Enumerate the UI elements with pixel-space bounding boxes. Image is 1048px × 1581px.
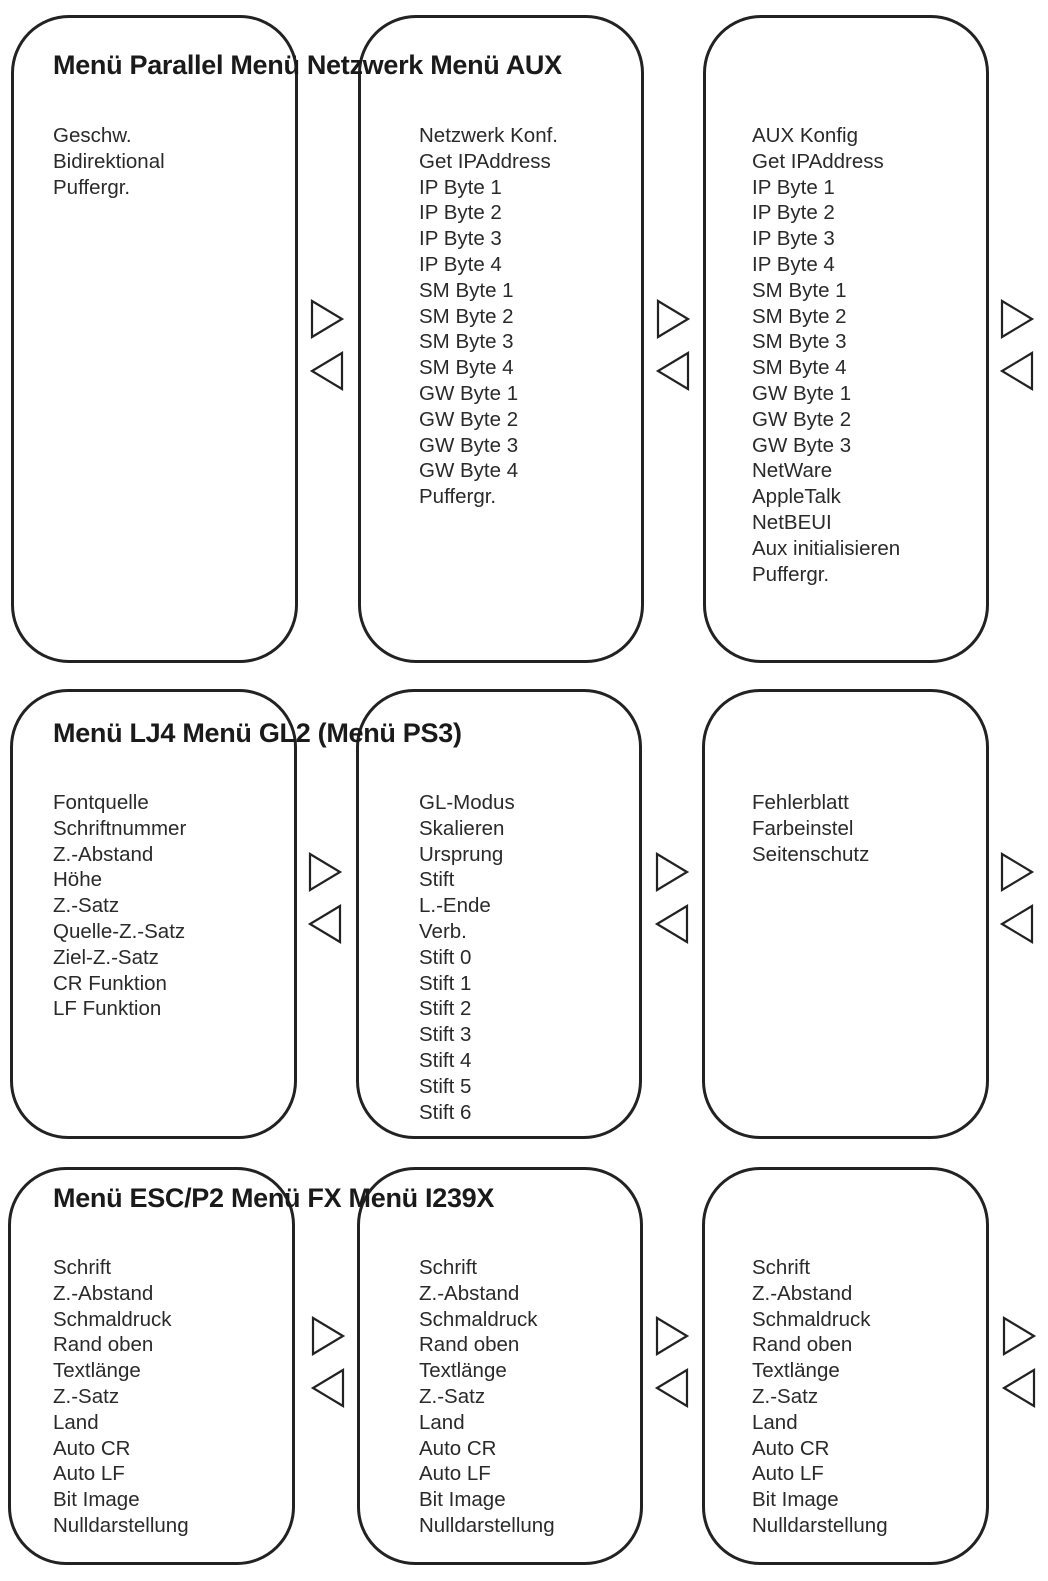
menu-item[interactable]: IP Byte 1 bbox=[752, 175, 835, 199]
menu-item[interactable]: Schriftnummer bbox=[53, 816, 187, 840]
nav-arrows-2b bbox=[654, 851, 692, 945]
triangle-right-icon[interactable] bbox=[309, 298, 345, 340]
triangle-left-icon[interactable] bbox=[1001, 1367, 1037, 1409]
menu-item[interactable]: SM Byte 2 bbox=[752, 304, 847, 328]
menu-item[interactable]: Z.-Satz bbox=[752, 1384, 819, 1408]
menu-item[interactable]: IP Byte 1 bbox=[419, 175, 502, 199]
row-title-3: Menü ESC/P2 Menü FX Menü I239X bbox=[53, 1183, 495, 1213]
menu-item[interactable]: IP Byte 3 bbox=[419, 227, 502, 251]
triangle-left-icon[interactable] bbox=[310, 1367, 346, 1409]
menu-item[interactable]: Höhe bbox=[53, 868, 103, 892]
nav-arrows-1a bbox=[309, 298, 347, 392]
menu-item[interactable]: Stift 3 bbox=[419, 1023, 472, 1047]
menu-item[interactable]: CR Funktion bbox=[53, 971, 167, 995]
menu-item[interactable]: Z.-Satz bbox=[53, 894, 120, 918]
menu-list-gl2 bbox=[419, 790, 515, 1125]
menu-item[interactable]: LF Funktion bbox=[53, 997, 162, 1021]
menu-item[interactable]: GW Byte 3 bbox=[752, 433, 852, 457]
triangle-right-icon[interactable] bbox=[307, 851, 343, 893]
menu-item[interactable]: Fehlerblatt bbox=[752, 791, 849, 814]
menu-item[interactable]: Stift 6 bbox=[419, 1100, 472, 1124]
menu-list-fx bbox=[419, 1255, 555, 1539]
menu-item[interactable]: Schmaldruck bbox=[53, 1307, 172, 1331]
menu-item[interactable]: NetWare bbox=[752, 459, 833, 483]
menu-item[interactable]: SM Byte 2 bbox=[419, 304, 514, 328]
menu-item[interactable]: GW Byte 1 bbox=[419, 381, 519, 405]
menu-item[interactable]: Auto LF bbox=[419, 1462, 491, 1486]
triangle-right-icon[interactable] bbox=[999, 298, 1035, 340]
menu-item[interactable]: Auto LF bbox=[752, 1462, 824, 1486]
menu-item[interactable]: SM Byte 3 bbox=[419, 330, 514, 354]
menu-item[interactable]: Ziel-Z.-Satz bbox=[53, 945, 159, 969]
menu-item[interactable]: Fontquelle bbox=[53, 791, 149, 814]
menu-item[interactable]: Z.-Satz bbox=[53, 1384, 120, 1408]
menu-item[interactable]: Schmaldruck bbox=[752, 1307, 871, 1331]
menu-panel-parallel bbox=[11, 15, 298, 663]
menu-item[interactable]: Get IPAddress bbox=[419, 149, 551, 173]
menu-item[interactable]: Netzwerk Konf. bbox=[419, 124, 558, 147]
menu-item[interactable]: Bit Image bbox=[419, 1488, 506, 1512]
menu-item[interactable]: Land bbox=[53, 1410, 99, 1434]
menu-item[interactable]: Rand oben bbox=[752, 1333, 853, 1357]
menu-item[interactable]: Textlänge bbox=[419, 1359, 507, 1383]
menu-item[interactable]: Textlänge bbox=[53, 1359, 141, 1383]
menu-item[interactable]: Schmaldruck bbox=[419, 1307, 538, 1331]
menu-item[interactable]: Bidirektional bbox=[53, 149, 165, 173]
triangle-right-icon[interactable] bbox=[310, 1315, 346, 1357]
menu-item[interactable]: Stift 0 bbox=[419, 945, 472, 969]
menu-item[interactable]: Stift 5 bbox=[419, 1074, 472, 1098]
menu-item[interactable]: Z.-Satz bbox=[419, 1384, 486, 1408]
menu-list-ps3 bbox=[752, 790, 869, 867]
triangle-left-icon[interactable] bbox=[654, 1367, 690, 1409]
menu-list-escp2 bbox=[53, 1255, 189, 1539]
menu-item[interactable]: Seitenschutz bbox=[752, 842, 870, 866]
triangle-right-icon[interactable] bbox=[655, 298, 691, 340]
row-title-2: Menü LJ4 Menü GL2 (Menü PS3) bbox=[53, 718, 462, 748]
nav-arrows-1b bbox=[655, 298, 693, 392]
menu-item[interactable]: Auto CR bbox=[752, 1436, 830, 1460]
menu-item[interactable]: Get IPAddress bbox=[752, 149, 884, 173]
nav-arrows-2a bbox=[307, 851, 345, 945]
menu-item[interactable]: L.-Ende bbox=[419, 894, 491, 918]
nav-arrows-3a bbox=[310, 1315, 348, 1409]
menu-item[interactable]: Textlänge bbox=[752, 1359, 840, 1383]
menu-item[interactable]: Stift 2 bbox=[419, 997, 472, 1021]
menu-item[interactable]: Nulldarstellung bbox=[752, 1513, 888, 1537]
menu-item[interactable]: Rand oben bbox=[419, 1333, 520, 1357]
menu-item[interactable]: Schrift bbox=[419, 1256, 478, 1279]
menu-item[interactable]: Schrift bbox=[53, 1256, 112, 1279]
menu-list-lj4 bbox=[53, 790, 186, 1022]
menu-item[interactable]: Bit Image bbox=[53, 1488, 140, 1512]
menu-item[interactable]: Schrift bbox=[752, 1256, 811, 1279]
menu-item[interactable]: Z.-Abstand bbox=[53, 1281, 154, 1305]
menu-item[interactable]: Stift 1 bbox=[419, 971, 472, 995]
triangle-left-icon[interactable] bbox=[307, 903, 343, 945]
menu-item[interactable]: Z.-Abstand bbox=[752, 1281, 853, 1305]
triangle-left-icon[interactable] bbox=[999, 903, 1035, 945]
menu-item[interactable]: Bit Image bbox=[752, 1488, 839, 1512]
triangle-right-icon[interactable] bbox=[654, 1315, 690, 1357]
menu-item[interactable]: NetBEUI bbox=[752, 510, 832, 534]
menu-item[interactable]: Land bbox=[752, 1410, 798, 1434]
menu-item[interactable]: Ursprung bbox=[419, 842, 504, 866]
menu-item[interactable]: Geschw. bbox=[53, 124, 132, 147]
menu-item[interactable]: IP Byte 4 bbox=[752, 252, 835, 276]
menu-item[interactable]: GW Byte 3 bbox=[419, 433, 519, 457]
menu-list-netzwerk bbox=[419, 123, 558, 510]
menu-item[interactable]: SM Byte 1 bbox=[419, 278, 514, 302]
menu-item[interactable]: GW Byte 2 bbox=[419, 407, 519, 431]
nav-arrows-2c bbox=[999, 851, 1037, 945]
menu-list-parallel bbox=[53, 123, 165, 200]
menu-item[interactable]: Skalieren bbox=[419, 816, 505, 840]
menu-item[interactable]: AppleTalk bbox=[752, 485, 841, 509]
menu-item[interactable]: Puffergr. bbox=[53, 175, 131, 199]
menu-item[interactable]: GW Byte 1 bbox=[752, 381, 852, 405]
menu-item[interactable]: SM Byte 3 bbox=[752, 330, 847, 354]
row-title-1: Menü Parallel Menü Netzwerk Menü AUX bbox=[53, 50, 562, 80]
menu-item[interactable]: Puffergr. bbox=[419, 485, 497, 509]
menu-item[interactable]: SM Byte 4 bbox=[752, 356, 847, 380]
menu-item[interactable]: Stift 4 bbox=[419, 1048, 472, 1072]
triangle-right-icon[interactable] bbox=[654, 851, 690, 893]
menu-item[interactable]: Quelle-Z.-Satz bbox=[53, 919, 186, 943]
menu-item[interactable]: IP Byte 2 bbox=[419, 201, 502, 225]
menu-item[interactable]: AUX Konfig bbox=[752, 124, 858, 147]
menu-item[interactable]: GW Byte 4 bbox=[419, 459, 519, 483]
menu-item[interactable]: Auto LF bbox=[53, 1462, 125, 1486]
menu-item[interactable]: Verb. bbox=[419, 919, 467, 943]
nav-arrows-3b bbox=[654, 1315, 692, 1409]
triangle-left-icon[interactable] bbox=[999, 350, 1035, 392]
triangle-left-icon[interactable] bbox=[309, 350, 345, 392]
menu-item[interactable]: Land bbox=[419, 1410, 465, 1434]
menu-item[interactable]: Rand oben bbox=[53, 1333, 154, 1357]
nav-arrows-3c bbox=[1001, 1315, 1039, 1409]
menu-item[interactable]: IP Byte 4 bbox=[419, 252, 502, 276]
menu-item[interactable]: Z.-Abstand bbox=[53, 842, 154, 866]
triangle-left-icon[interactable] bbox=[655, 350, 691, 392]
menu-item[interactable]: SM Byte 1 bbox=[752, 278, 847, 302]
triangle-right-icon[interactable] bbox=[999, 851, 1035, 893]
menu-item[interactable]: Puffergr. bbox=[752, 562, 830, 586]
menu-item[interactable]: Nulldarstellung bbox=[53, 1513, 189, 1537]
menu-item[interactable]: IP Byte 2 bbox=[752, 201, 835, 225]
triangle-left-icon[interactable] bbox=[654, 903, 690, 945]
menu-panel-ps3 bbox=[702, 689, 989, 1139]
menu-list-aux bbox=[752, 123, 900, 587]
menu-item[interactable]: Z.-Abstand bbox=[419, 1281, 520, 1305]
menu-item[interactable]: SM Byte 4 bbox=[419, 356, 514, 380]
menu-item[interactable]: GW Byte 2 bbox=[752, 407, 852, 431]
nav-arrows-1c bbox=[999, 298, 1037, 392]
menu-item[interactable]: Auto CR bbox=[53, 1436, 131, 1460]
menu-item[interactable]: Nulldarstellung bbox=[419, 1513, 555, 1537]
triangle-right-icon[interactable] bbox=[1001, 1315, 1037, 1357]
menu-item[interactable]: Stift bbox=[419, 868, 455, 892]
menu-item[interactable]: Farbeinstel bbox=[752, 816, 854, 840]
menu-item[interactable]: Aux initialisieren bbox=[752, 536, 901, 560]
menu-item[interactable]: GL-Modus bbox=[419, 791, 515, 814]
menu-item[interactable]: Auto CR bbox=[419, 1436, 497, 1460]
menu-list-i239x bbox=[752, 1255, 888, 1539]
menu-item[interactable]: IP Byte 3 bbox=[752, 227, 835, 251]
